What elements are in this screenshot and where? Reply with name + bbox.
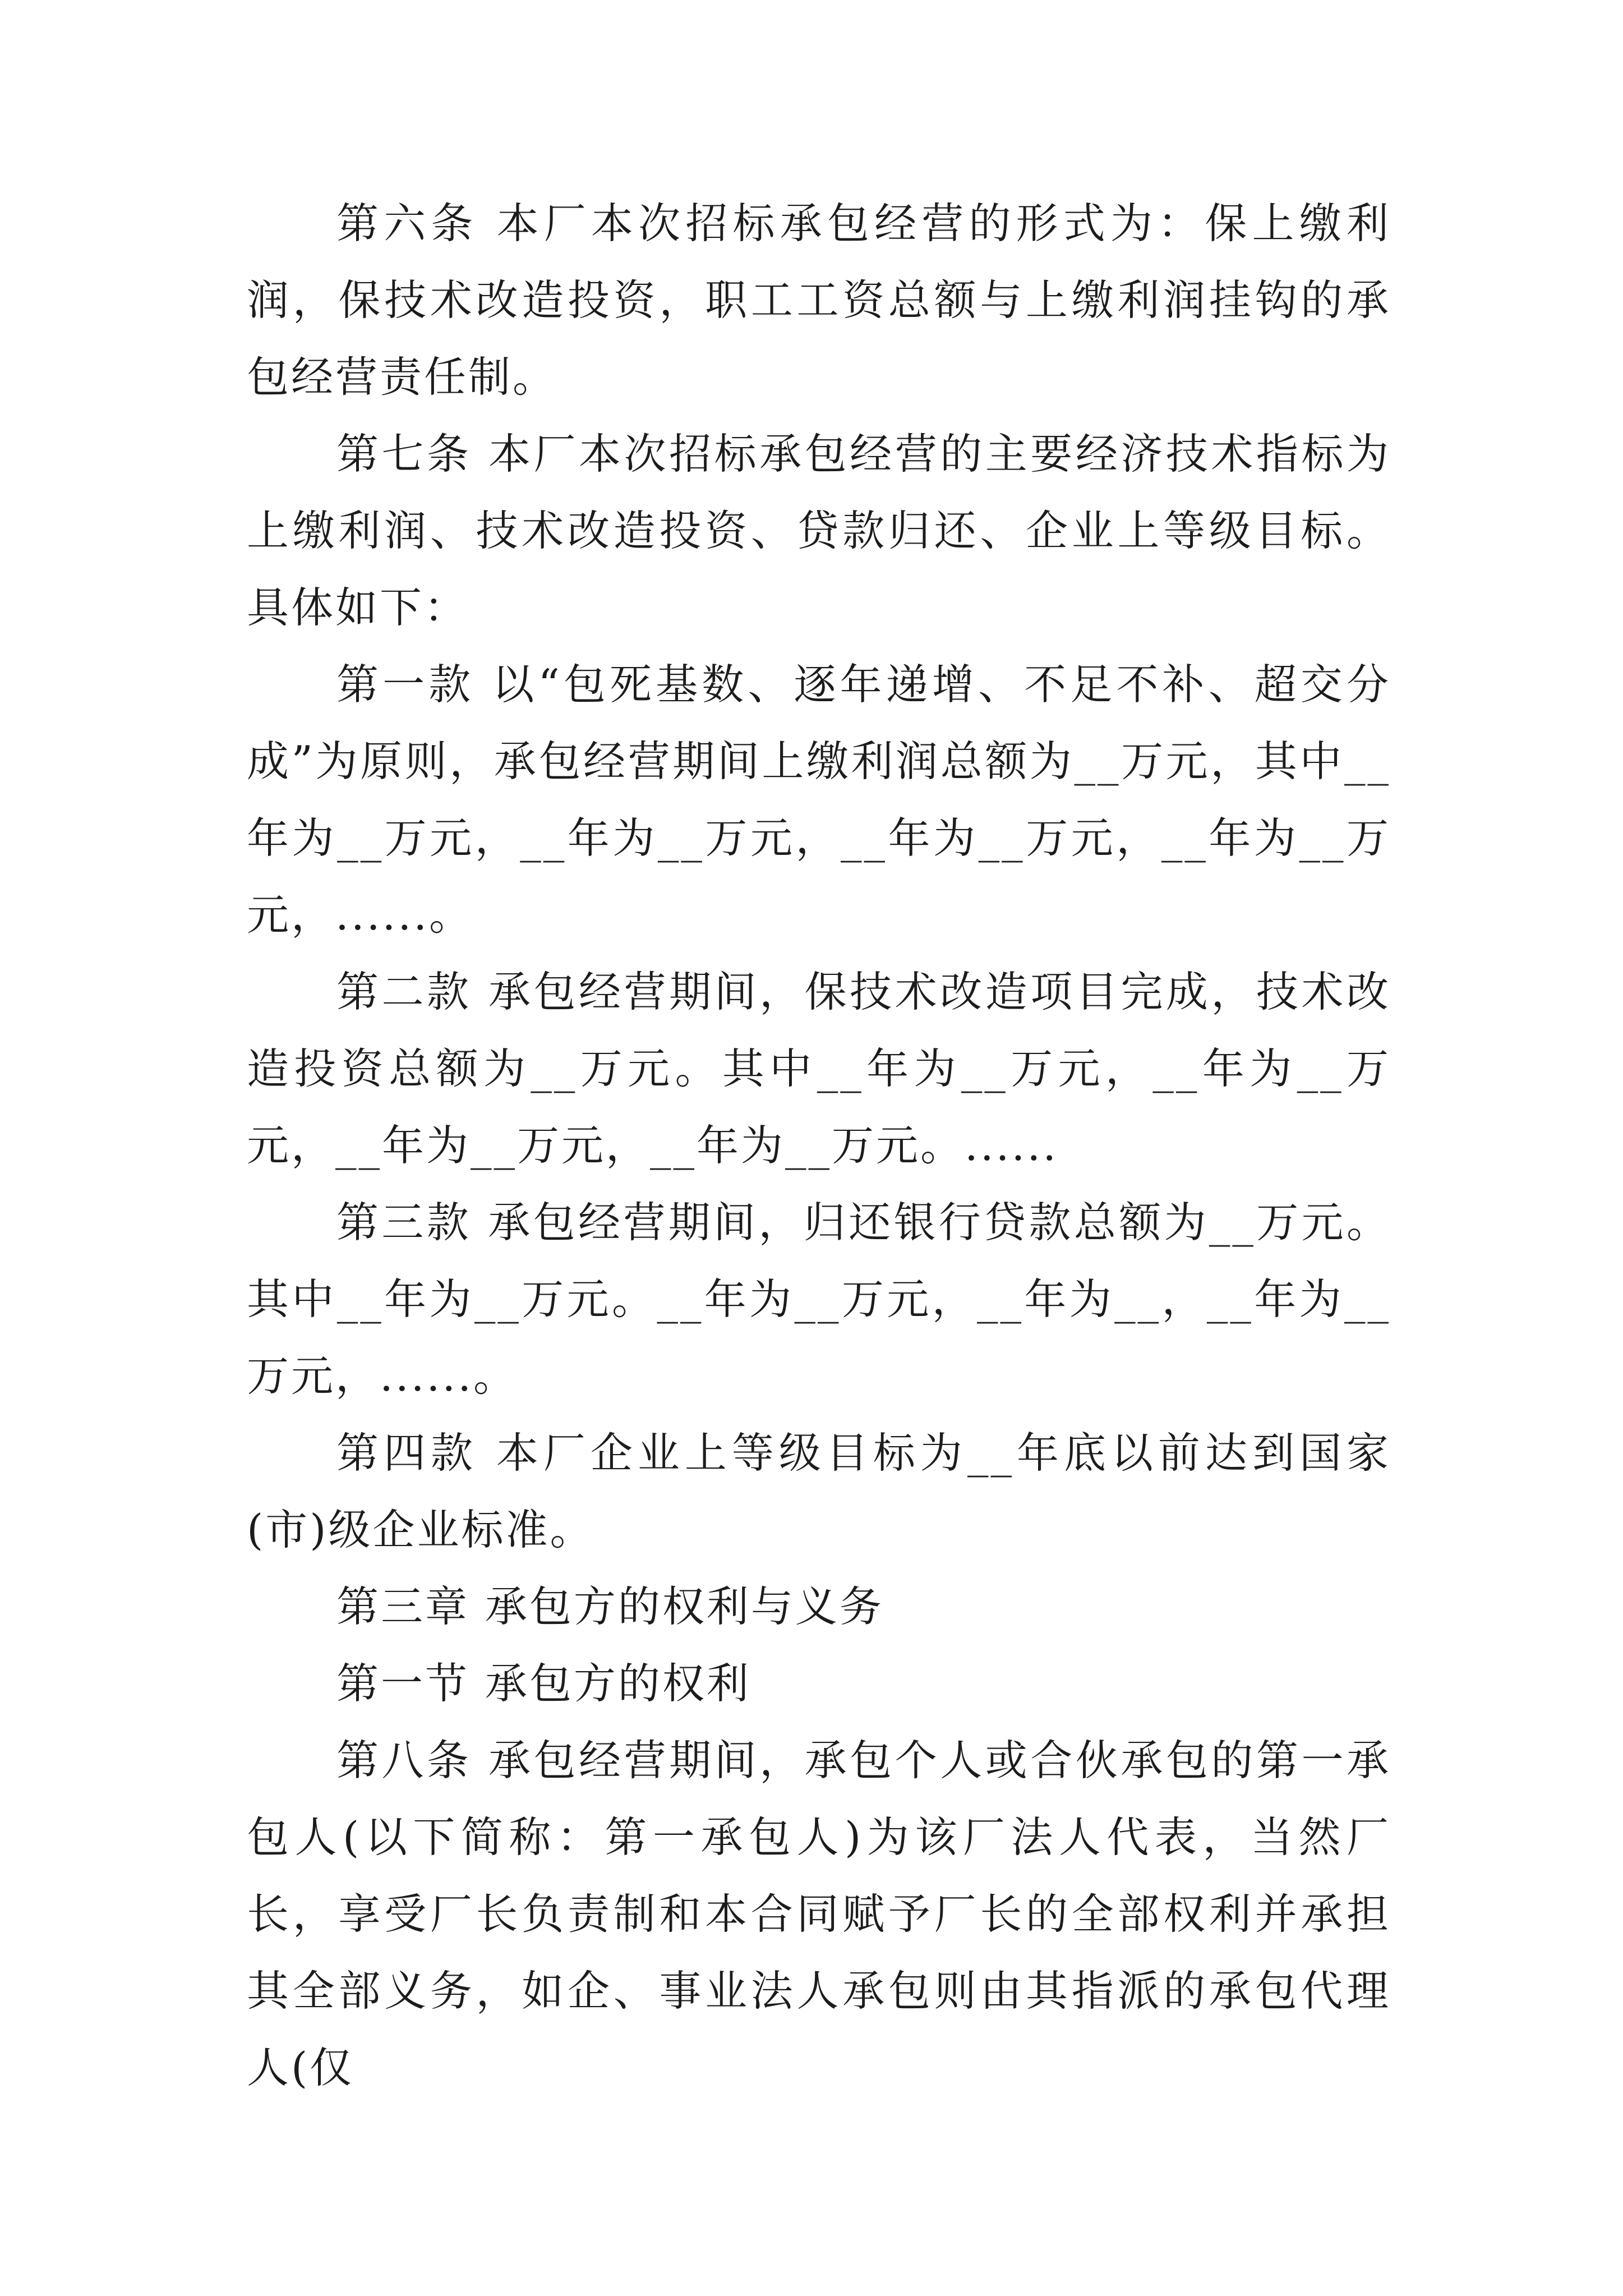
article-7-paragraph: 第七条 本厂本次招标承包经营的主要经济技术指标为上缴利润、技术改造投资、贷款归还、企业上等级目标。具体如下： [247, 429, 1391, 632]
chapter-3-heading: 第三章 承包方的权利与义务 [336, 1582, 884, 1631]
clause-2-paragraph: 第二款 承包经营期间，保技术改造项目完成，技术改造投资总额为__万元。其中__年为__万元，__年为__万元，__年为__万元，__年为__万元。...... [247, 967, 1391, 1170]
clause-1-paragraph: 第一款 以“包死基数、逐年递增、不足不补、超交分成”为原则，承包经营期间上缴利润总额为__万元，其中__年为__万元，__年为__万元，__年为__万元，__年为__万元，......。 [247, 660, 1391, 940]
document-page [247, 185, 1391, 2106]
article-8-paragraph: 第八条 承包经营期间，承包个人或合伙承包的第一承包人(以下简称：第一承包人)为该厂法人代表，当然厂长，享受厂长负责制和本合同赋予厂长的全部权利并承担其全部义务，如企、事业法人承包则由其指派的承包代理人(仅 [247, 1736, 1391, 2092]
clause-4-paragraph: 第四款 本厂企业上等级目标为__年底以前达到国家(市)级企业标准。 [247, 1428, 1391, 1554]
section-1-heading: 第一节 承包方的权利 [336, 1659, 751, 1708]
article-6-paragraph: 第六条 本厂本次招标承包经营的形式为：保上缴利润，保技术改造投资，职工工资总额与上缴利润挂钩的承包经营责任制。 [247, 199, 1391, 402]
clause-3-paragraph: 第三款 承包经营期间，归还银行贷款总额为__万元。其中__年为__万元。__年为__万元，__年为__，__年为__万元，......。 [247, 1198, 1391, 1401]
